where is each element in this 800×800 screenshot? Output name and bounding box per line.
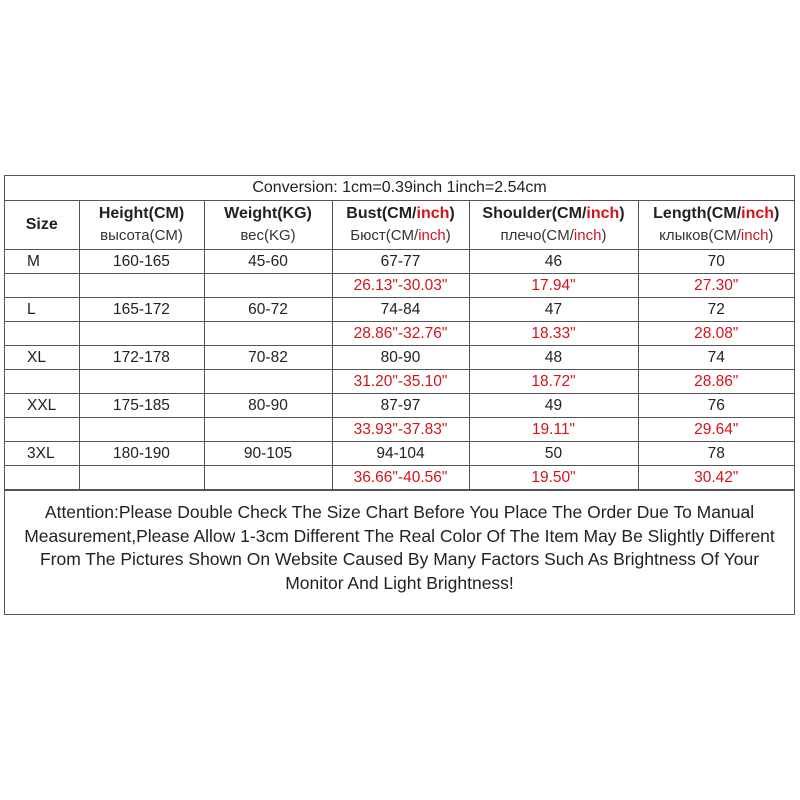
- empty-cell: [5, 370, 79, 394]
- empty-cell: [5, 466, 79, 490]
- header-shoulder-ru: [470, 225, 638, 247]
- table-row: [5, 250, 794, 274]
- header-weight-ru: вес(KG): [240, 227, 296, 244]
- size-cell: M: [5, 250, 79, 274]
- conversion-note: Conversion: 1cm=0.39inch 1inch=2.54cm: [5, 176, 794, 201]
- header-bust-en-inch: inch: [416, 205, 450, 222]
- header-shoulder-ru-a: плечо(CM/: [500, 227, 574, 244]
- length-cm-cell: 74: [638, 346, 794, 370]
- bust-inch-cell: 36.66"-40.56": [332, 466, 469, 490]
- header-length-ru-a: клыков(CM/: [659, 227, 741, 244]
- empty-cell: [5, 418, 79, 442]
- header-bust: [332, 201, 469, 250]
- length-inch-cell: 28.08": [638, 322, 794, 346]
- header-size: [5, 201, 79, 250]
- header-bust-ru-c: ): [445, 227, 451, 244]
- length-cm-cell: 72: [638, 298, 794, 322]
- header-length-en: [639, 203, 795, 225]
- weight-cell: 45-60: [204, 250, 332, 274]
- length-inch-cell: 29.64": [638, 418, 794, 442]
- bust-inch-cell: 26.13"-30.03": [332, 274, 469, 298]
- table-row: [5, 466, 794, 490]
- shoulder-cm-cell: 47: [469, 298, 638, 322]
- empty-cell: [204, 418, 332, 442]
- size-cell: XL: [5, 346, 79, 370]
- header-shoulder-en-c: ): [619, 205, 625, 222]
- size-table: [5, 176, 794, 490]
- height-cell: 172-178: [79, 346, 204, 370]
- header-bust-ru-a: Бюст(CM/: [350, 227, 419, 244]
- header-length: [638, 201, 794, 250]
- shoulder-inch-cell: 19.11": [469, 418, 638, 442]
- empty-cell: [5, 274, 79, 298]
- header-shoulder-en-inch: inch: [586, 205, 620, 222]
- length-inch-cell: 30.42": [638, 466, 794, 490]
- bust-inch-cell: 28.86"-32.76": [332, 322, 469, 346]
- header-length-en-a: Length(CM/: [653, 205, 742, 222]
- shoulder-inch-cell: 17.94": [469, 274, 638, 298]
- header-size-label: Size: [25, 216, 58, 233]
- header-shoulder-en: [470, 203, 638, 225]
- header-height: [79, 201, 204, 250]
- height-cell: 160-165: [79, 250, 204, 274]
- header-weight-en: Weight(KG): [224, 205, 312, 222]
- header-bust-en: [333, 203, 469, 225]
- length-inch-cell: 28.86": [638, 370, 794, 394]
- length-cm-cell: 76: [638, 394, 794, 418]
- table-row: [5, 442, 794, 466]
- empty-cell: [79, 274, 204, 298]
- header-length-ru-c: ): [768, 227, 774, 244]
- bust-cm-cell: 74-84: [332, 298, 469, 322]
- bust-cm-cell: 67-77: [332, 250, 469, 274]
- empty-cell: [79, 418, 204, 442]
- table-row: [5, 346, 794, 370]
- shoulder-cm-cell: 49: [469, 394, 638, 418]
- size-cell: L: [5, 298, 79, 322]
- size-cell: XXL: [5, 394, 79, 418]
- header-shoulder: [469, 201, 638, 250]
- shoulder-inch-cell: 18.72": [469, 370, 638, 394]
- header-length-ru-inch: inch: [740, 227, 769, 244]
- height-cell: 165-172: [79, 298, 204, 322]
- header-row: [5, 201, 794, 250]
- size-cell: 3XL: [5, 442, 79, 466]
- header-bust-ru: [333, 225, 469, 247]
- length-cm-cell: 78: [638, 442, 794, 466]
- weight-cell: 90-105: [204, 442, 332, 466]
- attention-note: Attention:Please Double Check The Size Chart Before You Place The Order Due To Manual Measurement,Please Allow 1-3cm Different The Real Color Of The Item May Be Slightly Different From The Pictures Shown On Website Caused By Many Factors Such As Brightness Of Your Monitor And Light Brightness!: [5, 490, 794, 595]
- empty-cell: [79, 370, 204, 394]
- table-row: [5, 298, 794, 322]
- header-bust-ru-inch: inch: [418, 227, 446, 244]
- empty-cell: [79, 322, 204, 346]
- bust-cm-cell: 94-104: [332, 442, 469, 466]
- height-cell: 175-185: [79, 394, 204, 418]
- weight-cell: 80-90: [204, 394, 332, 418]
- header-shoulder-ru-c: ): [601, 227, 607, 244]
- header-height-en: Height(CM): [98, 205, 185, 222]
- table-row: [5, 274, 794, 298]
- table-row: [5, 418, 794, 442]
- header-length-en-inch: inch: [741, 205, 775, 222]
- bust-cm-cell: 87-97: [332, 394, 469, 418]
- shoulder-cm-cell: 48: [469, 346, 638, 370]
- header-length-en-c: ): [774, 205, 780, 222]
- empty-cell: [79, 466, 204, 490]
- header-bust-en-a: Bust(CM/: [346, 205, 417, 222]
- shoulder-inch-cell: 19.50": [469, 466, 638, 490]
- header-weight: [204, 201, 332, 250]
- shoulder-cm-cell: 50: [469, 442, 638, 466]
- empty-cell: [204, 370, 332, 394]
- bust-inch-cell: 33.93"-37.83": [332, 418, 469, 442]
- bust-inch-cell: 31.20"-35.10": [332, 370, 469, 394]
- shoulder-inch-cell: 18.33": [469, 322, 638, 346]
- shoulder-cm-cell: 46: [469, 250, 638, 274]
- bust-cm-cell: 80-90: [332, 346, 469, 370]
- size-chart: [4, 175, 795, 615]
- header-bust-en-c: ): [449, 205, 455, 222]
- length-cm-cell: 70: [638, 250, 794, 274]
- weight-cell: 70-82: [204, 346, 332, 370]
- empty-cell: [204, 274, 332, 298]
- empty-cell: [5, 322, 79, 346]
- height-cell: 180-190: [79, 442, 204, 466]
- header-length-ru: [639, 225, 795, 247]
- length-inch-cell: 27.30": [638, 274, 794, 298]
- table-row: [5, 394, 794, 418]
- header-height-ru: высота(CM): [100, 227, 183, 244]
- table-row: [5, 322, 794, 346]
- table-row: [5, 370, 794, 394]
- header-shoulder-ru-inch: inch: [573, 227, 602, 244]
- header-shoulder-en-a: Shoulder(CM/: [482, 205, 587, 222]
- weight-cell: 60-72: [204, 298, 332, 322]
- empty-cell: [204, 466, 332, 490]
- empty-cell: [204, 322, 332, 346]
